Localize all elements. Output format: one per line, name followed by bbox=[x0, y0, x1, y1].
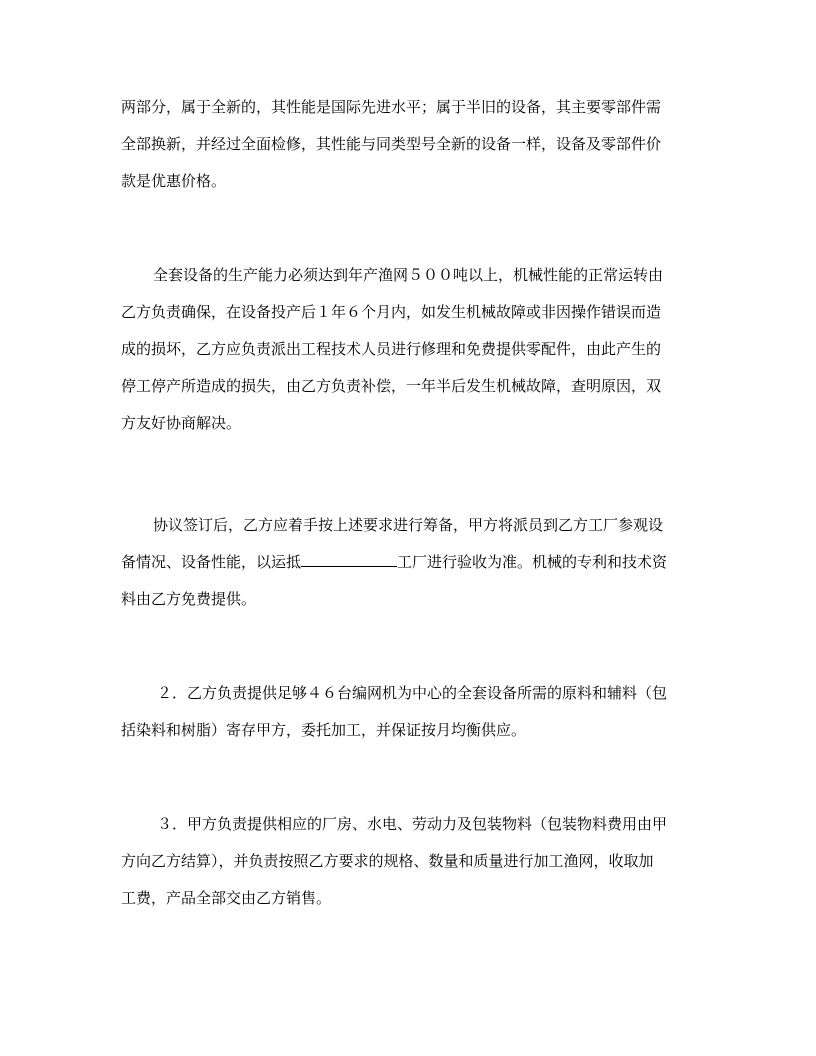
paragraph-line: 成的损坏，乙方应负责派出工程技术人员进行修理和免费提供零配件，由此产生的 bbox=[121, 340, 662, 358]
paragraph-line: 两部分，属于全新的，其性能是国际先进水平；属于半旧的设备，其主要零部件需 bbox=[121, 98, 662, 116]
paragraph-line: 协议签订后，乙方应着手按上述要求进行筹备，甲方将派员到乙方工厂参观设 bbox=[153, 516, 664, 534]
paragraph-line: 方友好协商解决。 bbox=[121, 414, 242, 432]
paragraph-line: 全部换新，并经过全面检修，其性能与同类型号全新的设备一样，设备及零部件价 bbox=[121, 135, 662, 153]
clause-3 bbox=[121, 806, 697, 917]
clause-2 bbox=[121, 675, 697, 749]
paragraph-equipment-condition bbox=[121, 89, 697, 200]
paragraph-line: ３．甲方负责提供相应的厂房、水电、劳动力及包装物料（包装物料费用由甲 bbox=[157, 815, 668, 833]
paragraph-production-capacity bbox=[121, 257, 697, 442]
paragraph-line bbox=[121, 544, 697, 581]
paragraph-acceptance bbox=[121, 507, 697, 618]
paragraph-line: ２．乙方负责提供足够４６台编网机为中心的全套设备所需的原料和辅料（包 bbox=[157, 684, 668, 702]
paragraph-line: 料由乙方免费提供。 bbox=[121, 590, 257, 608]
paragraph-line: 括染料和树脂）寄存甲方，委托加工，并保证按月均衡供应。 bbox=[121, 721, 527, 739]
paragraph-line: 停工停产所造成的损失，由乙方负责补偿，一年半后发生机械故障，查明原因，双 bbox=[121, 377, 662, 395]
fill-in-blank bbox=[301, 551, 397, 567]
paragraph-line: 工费，产品全部交由乙方销售。 bbox=[121, 889, 332, 907]
line-text-before-blank: 备情况、设备性能，以运抵 bbox=[121, 553, 302, 571]
paragraph-line: 方向乙方结算），并负责按照乙方要求的规格、数量和质量进行加工渔网，收取加 bbox=[121, 852, 654, 870]
line-text-after-blank: 工厂进行验收为准。机械的专利和技术资 bbox=[397, 553, 668, 571]
paragraph-line: 全套设备的生产能力必须达到年产渔网５００吨以上，机械性能的正常运转由 bbox=[153, 266, 664, 284]
paragraph-line: 乙方负责确保，在设备投产后１年６个月内，如发生机械故障或非因操作错误而造 bbox=[121, 303, 662, 321]
paragraph-line: 款是优惠价格。 bbox=[121, 172, 227, 190]
